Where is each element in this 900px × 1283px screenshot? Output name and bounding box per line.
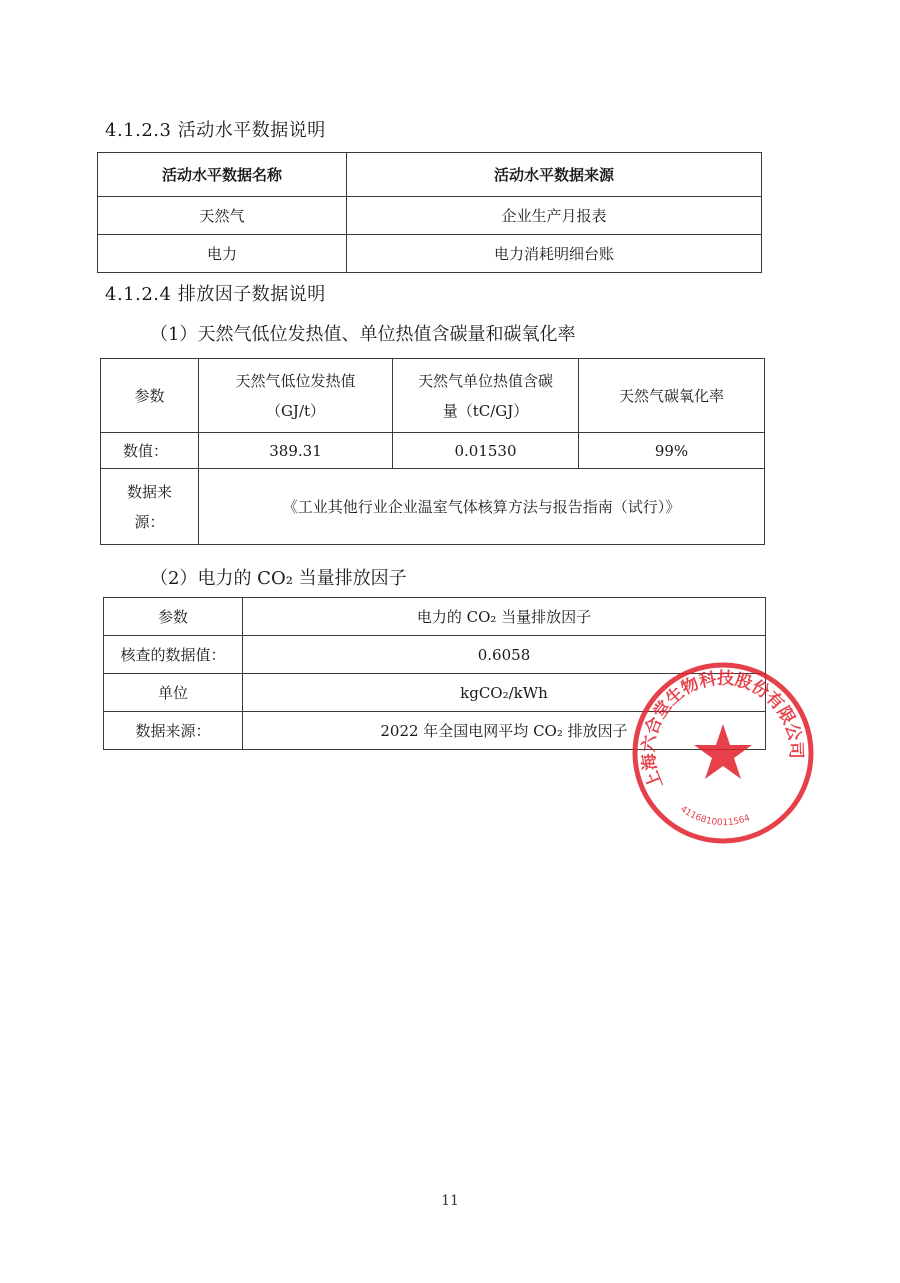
cell-line: 量（tC/GJ） [442, 401, 529, 420]
table-row [98, 197, 762, 235]
subheading-natural-gas: （1）天然气低位发热值、单位热值含碳量和碳氧化率 [150, 324, 576, 345]
table-row [104, 598, 766, 636]
header-cell: 活动水平数据来源 [347, 153, 762, 197]
table-row [101, 469, 765, 545]
table-cell: 数据来源： [104, 712, 243, 750]
table-row [101, 433, 765, 469]
section-heading-emission-factor: 4.1.2.4 排放因子数据说明 [105, 284, 326, 305]
cell-line: 天然气单位热值含碳 [417, 371, 553, 390]
table-cell: 单位 [104, 674, 243, 712]
table-row [101, 359, 765, 433]
cell-line: （GJ/t） [265, 401, 326, 420]
table-cell: 0.01530 [393, 433, 579, 469]
seal-number-text [678, 804, 752, 828]
table-header-row [98, 153, 762, 197]
table-cell: kgCO₂/kWh [243, 674, 766, 712]
table-cell: 天然气 [98, 197, 347, 235]
table-cell [199, 359, 393, 433]
source-cell: 《工业其他行业企业温室气体核算方法与报告指南（试行）》 [199, 469, 765, 545]
section-heading-activity: 4.1.2.3 活动水平数据说明 [105, 120, 326, 141]
param-label: 参数 [101, 359, 199, 433]
activity-data-table [97, 152, 762, 273]
cell-line: 数据来 [126, 482, 172, 501]
table-cell: 企业生产月报表 [347, 197, 762, 235]
value-label: 数值： [101, 433, 199, 469]
natural-gas-factor-table [100, 358, 765, 545]
table-cell: 电力 [98, 235, 347, 273]
header-cell: 活动水平数据名称 [98, 153, 347, 197]
table-cell: 核查的数据值： [104, 636, 243, 674]
seal-name-path: 上海六合堂生物科技股份有限公司 [638, 668, 806, 792]
table-cell: 2022 年全国电网平均 CO₂ 排放因子 [243, 712, 766, 750]
table-cell: 天然气碳氧化率 [579, 359, 765, 433]
table-cell: 参数 [104, 598, 243, 636]
table-row [98, 235, 762, 273]
table-cell: 99% [579, 433, 765, 469]
table-cell: 389.31 [199, 433, 393, 469]
table-cell: 电力消耗明细台账 [347, 235, 762, 273]
table-cell [393, 359, 579, 433]
table-cell: 电力的 CO₂ 当量排放因子 [243, 598, 766, 636]
table-cell: 0.6058 [243, 636, 766, 674]
subheading-electricity: （2）电力的 CO₂ 当量排放因子 [150, 568, 407, 589]
company-seal [628, 658, 818, 848]
seal-star-icon [694, 724, 752, 779]
source-label [101, 469, 199, 545]
cell-line: 源： [134, 512, 165, 531]
page-number: 11 [441, 1193, 459, 1209]
cell-line: 天然气低位发热值 [235, 371, 356, 390]
seal-number-path: 4116810011564 [678, 804, 752, 829]
